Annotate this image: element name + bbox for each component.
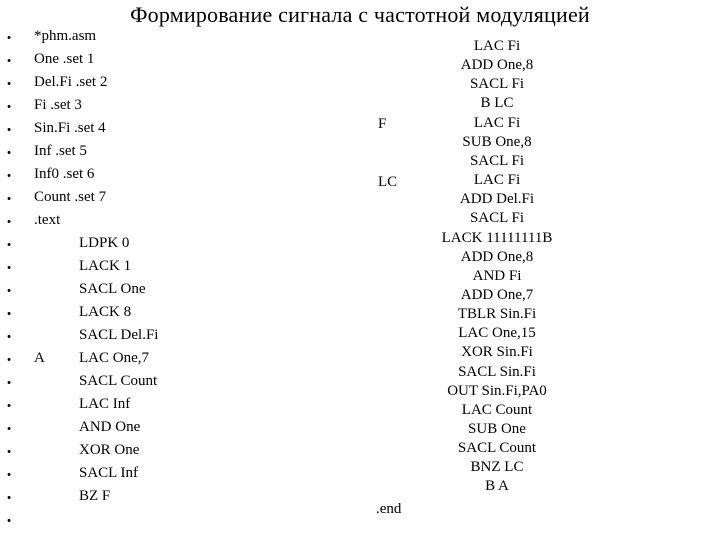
code-line: LAC One,15	[458, 325, 536, 342]
code-line: LAC One,7	[79, 350, 149, 366]
code-line: TBLR Sin.Fi	[457, 306, 537, 323]
code-line: ADD One,8	[460, 248, 534, 265]
code-line: ADD Del.Fi	[459, 191, 535, 208]
bullet-icon: •	[7, 147, 11, 159]
bullet-icon: •	[7, 285, 11, 297]
bullet-icon: •	[7, 515, 11, 527]
code-line: LAC Fi	[473, 172, 521, 189]
code-line: Sin.Fi .set 4	[34, 120, 106, 136]
end-directive: .end	[376, 501, 402, 517]
code-line: .text	[34, 212, 61, 228]
code-line: AND Fi	[472, 267, 522, 284]
code-line: Inf .set 5	[34, 143, 87, 159]
code-line: BZ F	[79, 488, 111, 504]
code-line: LAC Fi	[473, 38, 521, 54]
code-line: SACL Fi	[469, 210, 525, 227]
code-line: SACL Inf	[79, 465, 139, 481]
bullet-icon: •	[7, 492, 11, 504]
code-line: LACK 8	[79, 304, 132, 320]
bullet-icon: •	[7, 55, 11, 67]
bullet-icon: •	[7, 170, 11, 182]
code-line: SUB One	[468, 421, 526, 437]
bullet-icon: •	[7, 377, 11, 389]
bullet-icon: •	[7, 354, 11, 366]
code-line: ADD One,8	[460, 57, 534, 74]
code-line: SACL One	[79, 281, 146, 297]
code-line: LAC Inf	[79, 396, 131, 412]
code-line: LACK 1	[79, 258, 132, 274]
code-line: Fi .set 3	[34, 97, 82, 113]
bullet-icon: •	[7, 32, 11, 44]
bullet-icon: •	[7, 446, 11, 458]
label-f: F	[378, 116, 387, 132]
code-line: BNZ LC	[470, 459, 524, 476]
code-line: Inf0 .set 6	[34, 166, 95, 182]
bullet-icon: •	[7, 193, 11, 205]
bullet-icon: •	[7, 423, 11, 435]
code-line: XOR Sin.Fi	[461, 344, 533, 361]
code-line: SACL Fi	[469, 76, 525, 93]
code-line: SACL Fi	[469, 152, 525, 169]
bullet-icon: •	[7, 239, 11, 251]
code-line: ADD One,7	[460, 286, 534, 303]
bullet-icon: •	[7, 331, 11, 343]
bullet-icon: •	[7, 216, 11, 228]
code-line: Count .set 7	[34, 189, 107, 205]
code-line: *phm.asm	[34, 28, 97, 44]
code-line: LAC Fi	[473, 114, 521, 131]
code-line: OUT Sin.Fi,PA0	[447, 382, 547, 399]
code-line: One .set 1	[34, 51, 95, 67]
code-line: SACL Del.Fi	[79, 327, 159, 343]
code-line: SACL Count	[79, 373, 158, 389]
code-line: Del.Fi .set 2	[34, 74, 108, 90]
code-line: B A	[485, 478, 509, 495]
code-line: SACL Count	[457, 440, 537, 457]
code-line: AND One	[79, 419, 141, 435]
code-line: B LC	[480, 95, 514, 112]
bullet-icon: •	[7, 469, 11, 481]
bullet-icon: •	[7, 400, 11, 412]
bullet-icon: •	[7, 78, 11, 90]
code-line: XOR One	[79, 442, 140, 458]
code-line: LDPK 0	[79, 235, 130, 251]
bullet-icon: •	[7, 308, 11, 320]
label-lc: LC	[378, 174, 398, 190]
bullet-icon: •	[7, 124, 11, 136]
page-title: Формирование сигнала с частотной модуляцией	[130, 2, 590, 27]
bullet-icon: •	[7, 262, 11, 274]
bullet-icon: •	[7, 101, 11, 113]
code-label: A	[34, 350, 45, 366]
code-line: SACL Sin.Fi	[458, 363, 536, 380]
code-line: SUB One,8	[462, 133, 532, 150]
code-line: LAC Count	[461, 401, 533, 418]
code-line: LACK 11111111B	[441, 229, 553, 246]
